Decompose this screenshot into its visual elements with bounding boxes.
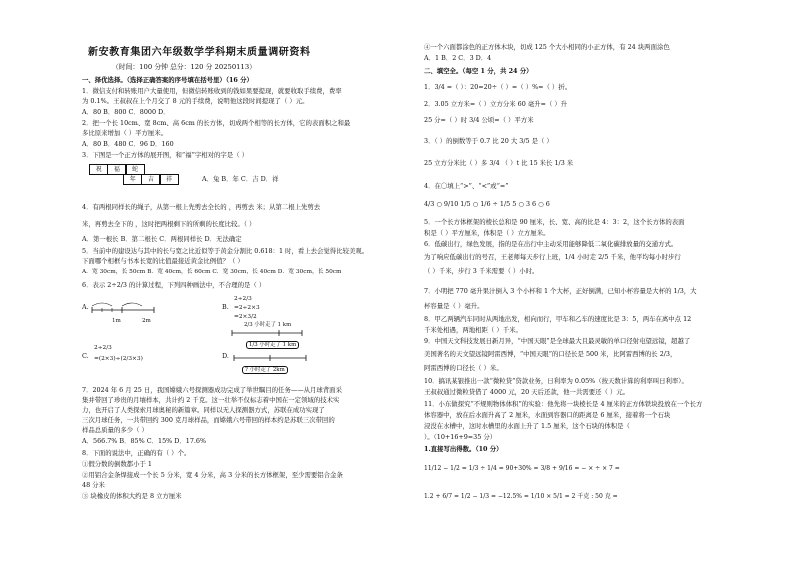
right-column [424,0,724,561]
q6-b-note: 2/3 小时走了 1 km [244,322,292,328]
fill-2-row-1: 2．3.05 立方米=（ ）立方分米 60 毫升=（ ）升 [424,100,568,108]
section-2-heading: 二、填空全。（每空 1 分，共 24 分） [424,67,533,75]
q2-line-1: 2．把一个长 10cm、宽 8cm、高 6cm 的长方体，切成两个相等的长方体，它的表面积之和最 [82,119,351,127]
q6-d-note-2: ? 小时走了 2km [242,366,288,374]
q6-option-d-label: D. [222,352,229,360]
q6-c-line-2: =(2×3)÷(2/3×3) [94,356,143,362]
q6-a-1m: 1m [112,318,121,324]
q6-b-line-3: =2×3/2 [234,314,257,320]
fill-10-line-1: 10．搞讯某银推出一款“微粒贷”贷款业务，日利率为 0.05%（按天数计算的利率叫日利率）。 [424,377,688,385]
fill-5-line-1: 5．一个长方体框架的棱长总和是 90 厘米，长、宽、高的比是 4：3：2，这个长方体的表面 [424,218,685,226]
calc-row-2: 1.2 + 6/7 = 1/2 − 1/3 = −12.5% = 1/10 × 5/1 = 2 千克 : 50 克 = [424,493,618,500]
fill-3-row-2: 25 立方分米比（ ）多 3/4 （ ）t 比 15 米长 1/3 米 [424,159,574,167]
q1-options: A．80 B．800 C．8000 D． [82,108,170,116]
cube-face: 年 [123,174,142,185]
q3-options: A．兔 B．年 C．吉 D．祥 [202,175,279,183]
fill-2-row-2: 25 分=（ ）时 3/4 公顷=（ ）平方米 [424,116,534,124]
cube-face: 祥 [160,174,179,185]
q5-options: A．宽 30cm，长 50cm B．宽 40cm，长 60cm C．宽 30cm，长 40cm D．宽 30cm，长 50cm [82,269,342,275]
cube-face: 祝 [89,164,108,175]
fill-4-row: 4/3 ○ 9/10 1/5 ○ 1/6 ÷ 1/5 5 ○ 3 6 ○ 6 [424,200,550,208]
fill-11-line-3: 浸没在水槽中，这时水槽里的水面上升了 1.5 厘米，这个石块的体积是（ [424,422,630,430]
q5-line-2: 下面哪个相框与书本长宽的比值最接近黄金比例值？（ ） [82,257,244,265]
q6-option-a-diagram [92,298,162,322]
q6-question: 6．表示 2÷2/3 的计算过程，下列四种画法中，不合理的是（ ） [82,281,266,289]
q6-d-diagram [234,352,314,364]
q6-option-c-label: C. [82,352,89,360]
cube-face: 福 [107,164,126,175]
fill-9-line-3: 阿雷西博的口径长（ ）米。 [424,364,503,372]
fill-4: 4．在〇填上“>”、“<”或“=” [424,182,509,190]
fill-7-line-2: 杯容量是（ ）毫升。 [424,302,484,310]
fill-1: 1．3/4 =（ ）：20=20÷（ ）=（ ）%=（ ）折。 [424,83,572,91]
q4-options: A．第一根长 B．第二根长 C．两根同样长 D．无法确定 [82,235,242,243]
fill-9-line-2: 美国著名的天文望远镜阿雷西博，“中国天眼”的口径长是 500 米，比阿雷西博的长 2/3， [424,350,677,358]
fill-6-line-3: （ ）千米，步行 3 千米需要（ ）小时。 [424,267,539,275]
q5-line-1: 5．当前中的建设达与其中的长与宽之比近似等于黄金分割比 0.618：1 时，看上去会觉得比较美观。 [82,247,369,255]
q7-line-3: 力，也开启了人类探索月球奥秘的新篇章。同样以无人探测器方式，苏联在成功实现了 [82,406,325,414]
fill-11-line-2: 体容器中，放在后水面升高了 2 厘米，水面到容器口的距离是 6 厘米，接着将一个石块 [424,411,671,419]
section-3-heading: 1.直接写出得数。（10 分） [424,445,503,453]
q4-line-2: 米，再剪去全下的 ，这时把两根剩下的所剩的长度比较。（ ） [82,220,256,228]
q8-statement-1: ①假分数的倒数都小于 1 [82,460,153,468]
q8-question: 8．下面的说法中，正确的有（ ）个。 [82,449,191,457]
q6-d-note-1: 1/3 小时走了 1 km [246,341,299,349]
left-column [82,0,382,561]
q3-question: 3．下图是一个正方体的展开图，和“福”字相对的字是（ ） [82,151,249,159]
q8-statement-3: ③ 块橡皮的体积大约是 8 立方厘米 [82,492,182,500]
q2-line-2: 多比原来增加（ ）平方厘米。 [82,129,168,137]
fill-10-line-2: 王叔叔通过微粒贷借了 4000 元，20 天后还款，他一共需要还（ ）元。 [424,388,630,396]
q8-statement-2: ②用铝合金条焊接成一个长 5 分米，宽 4 分米，高 3 分米的长方体框架，至少需要铝合金条 [82,471,343,479]
fill-8-line-1: 8．甲乙两辆汽车同时从两地出发，相向而行，甲车和乙车的速度比是 3：5，两车在离中点 12 [424,315,692,323]
cube-net-bottom-row [124,174,179,185]
cube-face: 吉 [141,174,160,185]
fill-3-row-1: 3．（ ）的倒数等于 0.7 比 20 大 3/5 是（ ） [424,137,553,145]
fill-11-line-1: 11．小东做探究“不规则物体体积”的实验：他先将一块棱长是 4 厘米的正方体铁块投放在一个长方 [424,400,703,408]
q4-line-1: 4．有两根同样长的绳子，从第一根上先剪去全长的 ，再剪去 米；从第二根上先剪去 [82,203,321,211]
q7-line-4: 三次月球任务，一共带回约 300 克月球样品，而嫦娥六号带回的样本约是苏联三次带回的 [82,416,335,424]
q7-options: A．566.7% B．85% C．15% D．17.6% [82,437,207,445]
q6-a-2m: 2m [142,318,151,324]
q6-option-a-label: A. [82,303,89,311]
q2-options: A．80 B．480 C．96 D．160 [82,140,174,148]
calc-row-1: 11/12 − 1/2 = 1/3 ÷ 1/4 = 90+30% = 3/8 + 9/16 = − × ÷ × 7 = [424,465,620,472]
q8-statement-4: ④一个六面都涂色的正方体木块，切成 125 个大小相同的小正方体，有 24 块两面涂色 [424,43,670,51]
q6-b-line-1: 2÷2/3 [234,296,252,302]
fill-8-line-2: 千米处相遇，两地相距（ ）千米。 [424,326,522,334]
q6-b-line-2: =2÷2×3 [234,305,260,311]
fill-11-line-4: ）。（10+16+9=35 分） [424,433,497,441]
page-title: 新安教育集团六年级数学学科期末质量调研资料 [88,47,311,58]
cube-face: 蛇 [126,164,145,175]
q1-line-1: 1．微信支付和转账用户大量使用，但微信转账收到的钱如果要提现，就要收取手续费，费率 [82,87,342,95]
fill-6-line-2: 为了响应低碳出行的号召，王老师每天步行上班，1/4 小时走 2/5 千米，他平均每小时步行 [424,253,681,261]
q8-statement-2-cont: 48 分米 [82,481,105,489]
q6-option-b-label: B. [222,303,229,311]
fill-6-line-1: 6．低碳出行，绿色发展，指的是在出行中主动采用能够降低二氧化碳排放量的交通方式。 [424,240,678,248]
fill-5-line-2: 积是（ ）平方厘米，体积是（ ）立方厘米。 [424,229,550,237]
q8-options: A．1 B．2 C．3 D．4 [424,54,492,62]
fill-7-line-1: 7．小明把 770 毫升果汁倒入 3 个小杯和 1 个大杯，正好倒满，已知小杯容量是大杯的 1/3，大 [424,287,697,295]
q1-line-2: 为 0.1%。王叔叔在上个月交了 8 元的手续费，说明他这段时间提现了（ ）元。 [82,97,309,105]
q7-line-5: 样品总质量的多少（ ） [82,426,148,434]
fill-9-line-1: 9．中国天文科技发展日新月异，“中国天眼”是全球最大且最灵敏的单口径射电望远镜，超越了 [424,337,691,345]
q7-line-2: 集并带回了珍贵的月壤样本，共计约 2 千克。这一壮举不仅标志着中国在一定领域的技术实 [82,396,340,404]
q7-line-1: 7．2024 年 6 月 25 日，我国嫦娥六号探测器成功完成了举世瞩目的任务——从月球背面采 [82,386,342,394]
section-1-heading: 一、择优选择。（选择正确答案的序号填在括号里）（16 分） [82,76,253,84]
q6-c-line-1: 2÷2/3 [94,345,112,351]
exam-meta: （时间：100 分钟 总分：120 分 20250113） [112,63,256,71]
